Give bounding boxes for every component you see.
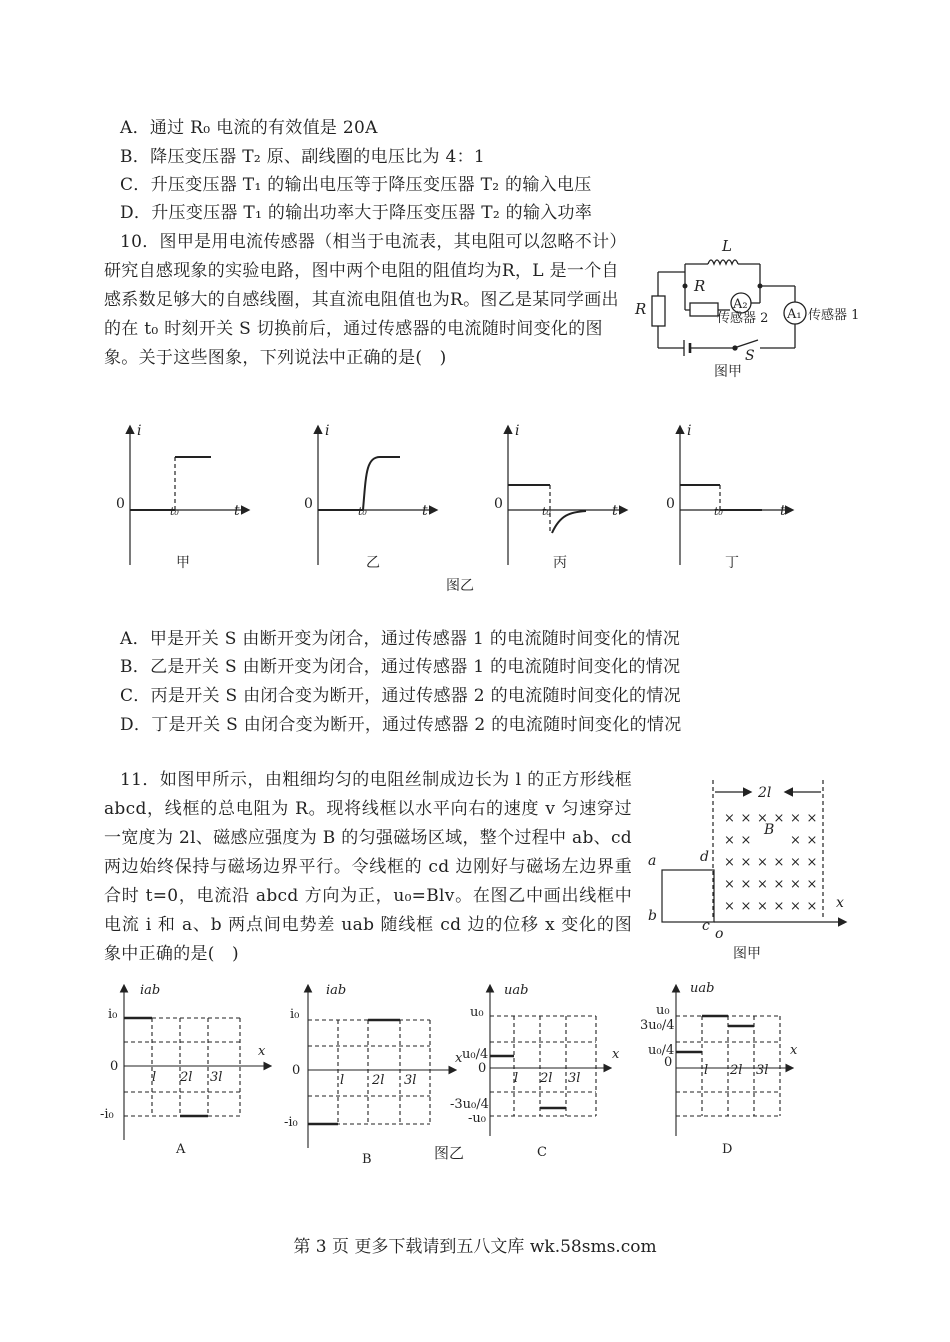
ga-l2: 2l — [180, 1070, 193, 1085]
field-cross: × — [740, 833, 752, 848]
gc-q: u₀/4 — [462, 1047, 489, 1062]
field-cross: × — [724, 811, 735, 826]
field-cross: × — [740, 855, 752, 870]
q11-graphs-caption: 图乙 — [434, 1144, 465, 1162]
gb-ylabel: iab — [326, 983, 347, 998]
gb-top: i₀ — [290, 1007, 300, 1022]
corner-a: a — [648, 853, 657, 869]
field-cross: × — [757, 855, 768, 870]
gc-top: u₀ — [470, 1005, 484, 1020]
g3-origin: 0 — [494, 496, 503, 512]
gc-l3: 3l — [568, 1071, 581, 1086]
q9-option-b: B．降压变压器 T₂ 原、副线圈的电压比为 4：1 — [120, 147, 485, 167]
gd-origin: 0 — [664, 1055, 673, 1070]
gc-x: x — [612, 1047, 620, 1062]
g1-ylabel: i — [137, 423, 142, 439]
circuit-label-r1: R — [694, 277, 706, 295]
ga-x: x — [258, 1044, 266, 1059]
circuit-label-r2: R — [635, 300, 647, 318]
field-cross: × — [806, 855, 818, 870]
figure-caption: 图甲 — [733, 946, 761, 962]
g1-xlabel: t — [234, 503, 240, 519]
gd-label: D — [722, 1142, 733, 1157]
field-cross: × — [724, 877, 735, 892]
q10-option-d: D．丁是开关 S 由闭合变为断开，通过传感器 2 的电流随时间变化的情况 — [120, 715, 682, 735]
field-cross: × — [773, 899, 785, 914]
field-cross: × — [773, 811, 785, 826]
field-cross: × — [806, 833, 818, 848]
g4-origin: 0 — [666, 496, 675, 512]
gc-origin: 0 — [478, 1061, 487, 1076]
q11-field-figure — [640, 770, 860, 970]
g3-xlabel: t — [612, 503, 618, 519]
field-cross: × — [773, 877, 785, 892]
gc-ylabel: uab — [504, 983, 529, 998]
gb-l2: 2l — [372, 1073, 385, 1088]
gc-bottom: -u₀ — [468, 1111, 486, 1126]
field-cross: × — [806, 877, 818, 892]
g3-ylabel: i — [515, 423, 520, 439]
q9-option-d: D．升压变压器 T₁ 的输出功率大于降压变压器 T₂ 的输入功率 — [120, 203, 593, 223]
corner-c: c — [702, 918, 710, 934]
q10-option-c: C．丙是开关 S 由闭合变为断开，通过传感器 2 的电流随时间变化的情况 — [120, 686, 681, 706]
gc-label: C — [537, 1145, 547, 1160]
g2-xlabel: t — [422, 503, 428, 519]
circuit-label-sensor1: 传感器 1 — [808, 308, 860, 323]
ga-origin: 0 — [110, 1059, 119, 1074]
field-cross: × — [757, 899, 768, 914]
axis-x: x — [836, 895, 844, 911]
gd-top: u₀ — [656, 1003, 670, 1018]
field-cross: × — [740, 877, 752, 892]
gd-l1: l — [704, 1063, 709, 1078]
q11-stem: 11．如图甲所示，由粗细均匀的电阻丝制成边长为 l 的正方形线框 abcd，线框的总电阻为 R。现将线框以水平向右的速度 v 匀速穿过一宽度为 2l、磁感应强度为 B 的匀强磁场区域，整个过程中 ab、cd 两边始终保持与磁场边界平行。令线框的 cd 边刚好与磁场左边界重合时 t=0，电流沿 abcd 方向为正，u₀=Blv。在图乙中画出线框中电流 i 和 a、b 两点间电势差 uab 随线框 cd 边的位移 x 变化的图象中正确的是( ) — [104, 770, 632, 964]
ga-label: A — [176, 1142, 186, 1157]
circuit-label-a2: A₂ — [733, 297, 748, 312]
ga-l1: l — [152, 1070, 157, 1085]
field-cross: × — [806, 899, 818, 914]
ga-l3: 3l — [210, 1070, 223, 1085]
field-cross: × — [773, 855, 785, 870]
origin-o: o — [715, 926, 724, 942]
gb-l3: 3l — [404, 1073, 417, 1088]
field-cross: × — [724, 855, 735, 870]
g3-t0: t₀ — [542, 505, 551, 518]
circuit-label-l: L — [722, 237, 732, 255]
gd-l2: 2l — [730, 1063, 743, 1078]
g2-origin: 0 — [304, 496, 313, 512]
field-width: 2l — [758, 785, 772, 801]
q10-graphs-caption: 图乙 — [446, 578, 474, 594]
g2-t0: t₀ — [358, 505, 367, 518]
field-cross: × — [806, 811, 818, 826]
g4-label: 丁 — [725, 555, 739, 571]
q10-option-a: A．甲是开关 S 由断开变为闭合，通过传感器 1 的电流随时间变化的情况 — [120, 629, 681, 649]
ga-top: i₀ — [108, 1007, 118, 1022]
q10-stem: 10．图甲是用电流传感器（相当于电流表，其电阻可以忽略不计）研究自感现象的实验电路，图中两个电阻的阻值均为R，L 是一个自感系数足够大的自感线圈，其直流电阻值也为R。图乙是某同学画出的在 t₀ 时刻开关 S 切换前后，通过传感器的电流随时间变化的图象。关于这些图象，下列说法中正确的是( ) — [104, 232, 619, 368]
field-cross: × — [740, 899, 752, 914]
field-cross: × — [790, 855, 801, 870]
circuit-label-sensor2: 传感器 2 — [717, 311, 769, 326]
g1-t0: t₀ — [170, 505, 179, 518]
q9-option-a: A．通过 R₀ 电流的有效值是 20A — [120, 118, 378, 138]
corner-b: b — [648, 908, 657, 924]
gd-tq: 3u₀/4 — [640, 1018, 675, 1033]
circuit-caption: 图甲 — [714, 364, 742, 380]
page-footer: 第 3 页 更多下载请到五八文库 wk.58sms.com — [293, 1237, 657, 1257]
gb-x: x — [455, 1051, 463, 1066]
field-b-label: B — [764, 822, 775, 838]
gd-x: x — [790, 1043, 798, 1058]
gc-nq: -3u₀/4 — [450, 1097, 489, 1112]
gc-l1: l — [514, 1071, 519, 1086]
gd-l3: 3l — [756, 1063, 769, 1078]
gb-l1: l — [340, 1073, 345, 1088]
g1-origin: 0 — [116, 496, 125, 512]
circuit-label-a1: A₁ — [787, 307, 802, 322]
gd-ylabel: uab — [690, 981, 715, 996]
field-cross: × — [724, 899, 735, 914]
gc-l2: 2l — [540, 1071, 553, 1086]
g3-label: 丙 — [553, 555, 567, 571]
ga-bottom: -i₀ — [100, 1107, 114, 1122]
gb-bottom: -i₀ — [284, 1115, 298, 1130]
field-cross: × — [724, 833, 735, 848]
q10-option-b: B．乙是开关 S 由断开变为闭合，通过传感器 1 的电流随时间变化的情况 — [120, 657, 681, 677]
g4-t0: t₀ — [714, 505, 723, 518]
gb-origin: 0 — [292, 1063, 301, 1078]
field-cross: × — [790, 899, 801, 914]
circuit-label-switch: S — [745, 348, 755, 364]
gd-q: u₀/4 — [648, 1043, 675, 1058]
q11-graphs — [0, 978, 950, 1178]
q10-circuit-diagram — [630, 232, 870, 382]
gb-label: B — [362, 1152, 372, 1167]
g4-ylabel: i — [687, 423, 692, 439]
g1-label: 甲 — [176, 555, 190, 571]
g4-xlabel: t — [780, 503, 786, 519]
q10-graphs — [0, 415, 950, 605]
q9-option-c: C．升压变压器 T₁ 的输出电压等于降压变压器 T₂ 的输入电压 — [120, 175, 592, 195]
g2-ylabel: i — [325, 423, 330, 439]
field-cross: × — [790, 833, 801, 848]
field-cross: × — [790, 811, 801, 826]
field-cross: × — [740, 811, 752, 826]
field-cross: × — [790, 877, 801, 892]
field-cross: × — [757, 811, 768, 826]
ga-ylabel: iab — [140, 983, 161, 998]
g2-label: 乙 — [366, 555, 380, 571]
field-cross: × — [757, 877, 768, 892]
corner-d: d — [700, 849, 709, 865]
